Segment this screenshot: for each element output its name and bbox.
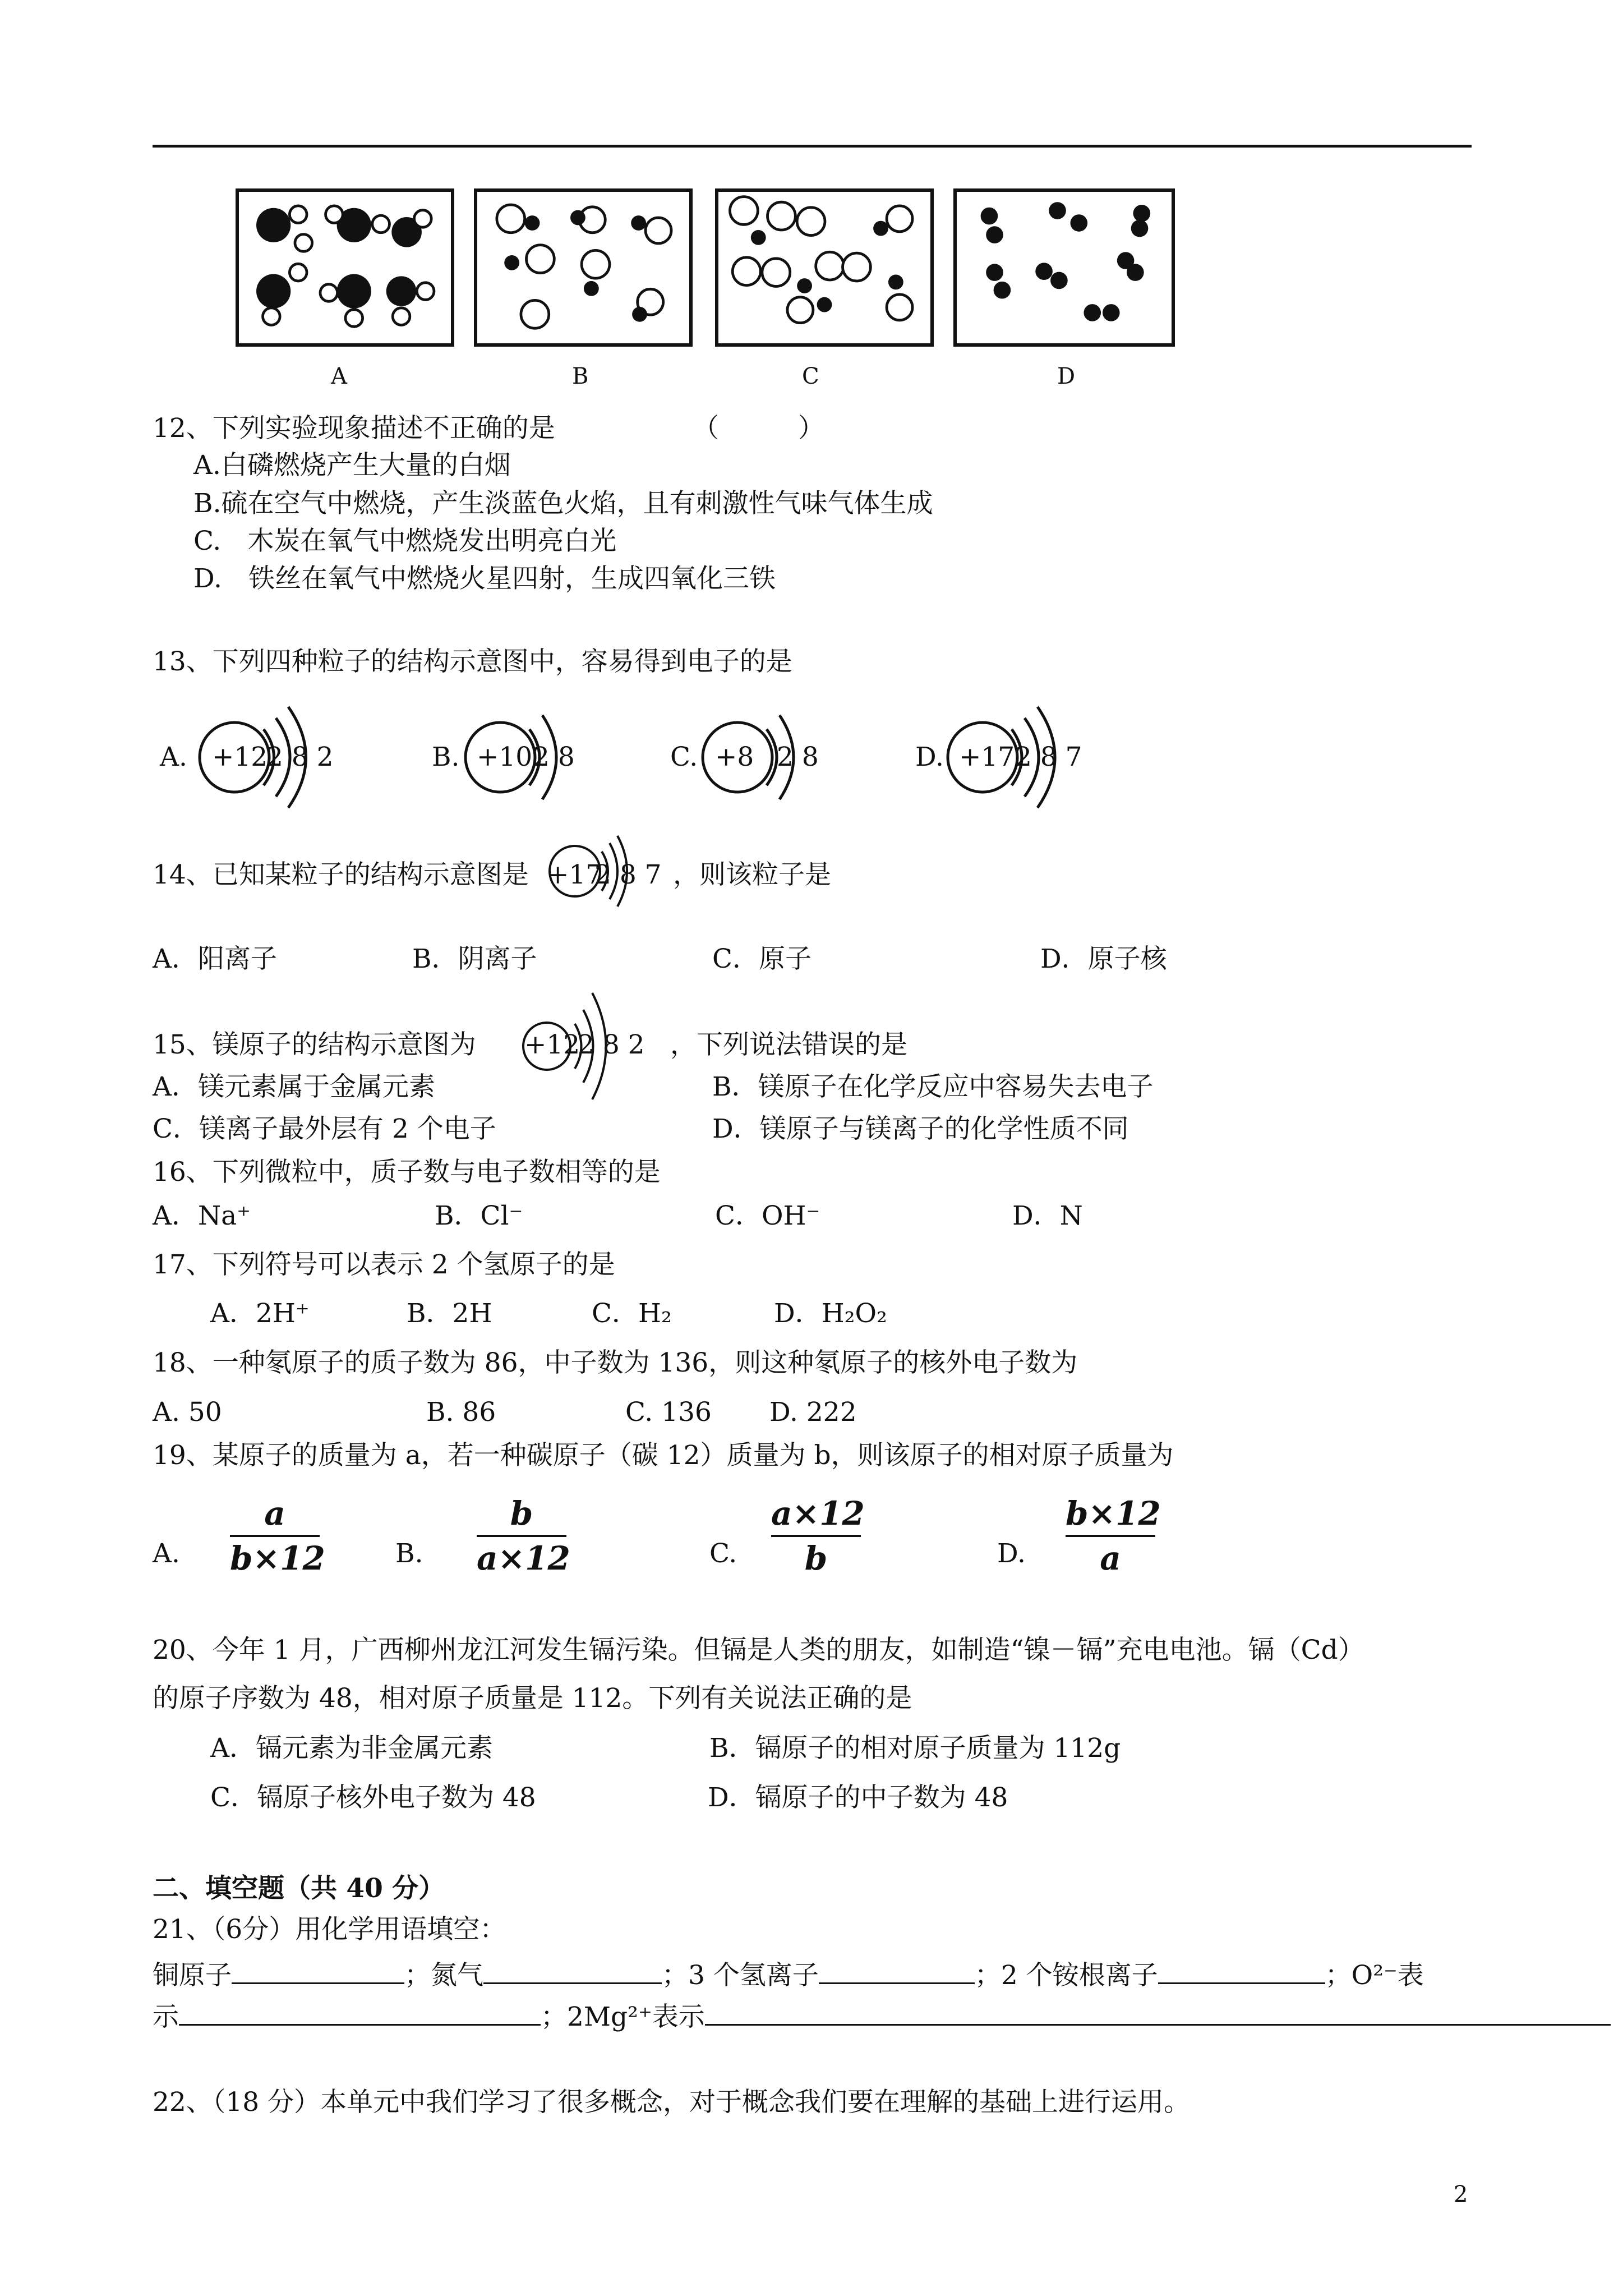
q12-option-c: C. 木炭在氧气中燃烧发出明亮白光 (193, 526, 617, 556)
q21-label-meaning: 示 (153, 2001, 179, 2032)
blank-nitrogen[interactable] (483, 1957, 662, 1984)
q13-a-electrons: 2 8 2 (266, 742, 334, 772)
q15-stem-after: ，下列说法错误的是 (670, 1029, 907, 1060)
molecule-box-b (474, 188, 693, 347)
header-rule (153, 145, 1472, 148)
q16-option-d: D．N (1012, 1200, 1083, 1231)
q15-option-b: B．镁原子在化学反应中容易失去电子 (712, 1071, 1154, 1102)
q21-label-mg-ions: ；2Mg²⁺表示 (541, 2001, 705, 2032)
q14-stem: 14、已知某粒子的结构示意图是 (153, 859, 529, 890)
q20-option-b: B．镉原子的相对原子质量为 112g (709, 1733, 1121, 1764)
q19-option-c-letter: C. (709, 1538, 737, 1569)
q18-option-b: B. 86 (426, 1397, 496, 1428)
q15-option-a: A．镁元素属于金属元素 (153, 1071, 435, 1102)
q21-label-hydrogen-ions: ；3 个氢离子 (662, 1960, 819, 1991)
q13-c-nucleus: +8 (715, 742, 754, 772)
section-heading: 二、填空题（共 40 分） (153, 1873, 445, 1904)
q21-label-copper-atom: 铜原子 (153, 1960, 232, 1991)
q14-option-a: A．阳离子 (153, 944, 277, 974)
q19-d-denominator: a (1100, 1539, 1121, 1577)
q17-option-b: B．2H (407, 1298, 492, 1329)
q19-fraction-d (1066, 1492, 1161, 1580)
q21-line-2 (153, 1998, 1611, 2034)
q19-b-denominator: a×12 (477, 1539, 570, 1577)
q19-option-a-letter: A. (153, 1538, 180, 1569)
q13-option-b-letter: B. (432, 742, 460, 772)
page-number: 2 (1454, 2182, 1468, 2207)
q13-stem: 13、下列四种粒子的结构示意图中，容易得到电子的是 (153, 646, 792, 677)
q12-option-a: A.白磷燃烧产生大量的白烟 (193, 450, 511, 481)
q22-stem: 22、（18 分）本单元中我们学习了很多概念，对于概念我们要在理解的基础上进行运用。 (153, 2087, 1191, 2118)
q13-c-electrons: 2 8 (777, 742, 819, 772)
q12-stem: 12、下列实验现象描述不正确的是 (153, 413, 555, 444)
q15-option-d: D．镁原子与镁离子的化学性质不同 (712, 1114, 1129, 1144)
q15-nucleus: +12 (524, 1029, 580, 1060)
q20-option-a: A．镉元素为非金属元素 (210, 1733, 493, 1764)
q17-option-c: C．H₂ (592, 1298, 672, 1329)
q16-option-c: C．OH⁻ (715, 1200, 820, 1231)
q18-stem: 18、一种氡原子的质子数为 86，中子数为 136，则这种氡原子的核外电子数为 (153, 1347, 1078, 1378)
q21-line-1 (153, 1957, 1424, 1993)
blank-o2-minus-meaning[interactable] (179, 1998, 541, 2026)
q13-option-a-letter: A. (160, 742, 187, 772)
figure-label-b: B (572, 364, 589, 389)
q16-option-b: B．Cl⁻ (435, 1200, 523, 1231)
q19-option-b-letter: B. (395, 1538, 423, 1569)
molecule-box-c (715, 188, 934, 347)
blank-copper-atom[interactable] (232, 1957, 404, 1984)
q21-label-ammonium-ions: ；2 个铵根离子 (974, 1960, 1158, 1991)
q19-stem: 19、某原子的质量为 a，若一种碳原子（碳 12）质量为 b，则该原子的相对原子质量为 (153, 1440, 1174, 1471)
q12-paren: （ ） (693, 413, 824, 444)
q14-option-c: C．原子 (712, 944, 811, 974)
q17-option-a: A．2H⁺ (210, 1298, 310, 1329)
q15-electrons: 2 8 2 (578, 1029, 645, 1060)
figure-label-a: A (331, 364, 347, 389)
q21-stem: 21、（6分）用化学用语填空： (153, 1914, 506, 1945)
q16-option-a: A．Na⁺ (153, 1200, 251, 1231)
q17-stem: 17、下列符号可以表示 2 个氢原子的是 (153, 1249, 615, 1280)
q18-option-a: A. 50 (153, 1397, 222, 1428)
q13-d-nucleus: +17 (959, 742, 1015, 772)
q20-line-2: 的原子序数为 48，相对原子质量是 112。下列有关说法正确的是 (153, 1683, 912, 1714)
blank-hydrogen-ions[interactable] (819, 1957, 975, 1984)
q13-b-nucleus: +10 (477, 742, 533, 772)
q19-fraction-a (230, 1492, 325, 1580)
q19-c-numerator: a×12 (771, 1494, 865, 1533)
q19-option-d-letter: D. (997, 1538, 1026, 1569)
q19-a-denominator: b×12 (230, 1539, 325, 1577)
q19-d-numerator: b×12 (1066, 1494, 1161, 1533)
q13-d-electrons: 2 8 7 (1015, 742, 1082, 772)
q19-a-numerator: a (264, 1494, 285, 1533)
q14-electrons: 2 8 7 (594, 859, 662, 890)
figure-label-d: D (1057, 364, 1076, 389)
q21-label-o2-minus: ；O²⁻表 (1325, 1960, 1424, 1991)
q18-option-d: D. 222 (769, 1397, 857, 1428)
q13-b-electrons: 2 8 (533, 742, 575, 772)
q13-option-c-letter: C. (670, 742, 698, 772)
q15-stem: 15、镁原子的结构示意图为 (153, 1029, 476, 1060)
q14-option-b: B．阴离子 (412, 944, 537, 974)
q20-line-1: 20、今年 1 月，广西柳州龙江河发生镉污染。但镉是人类的朋友，如制造“镍－镉”充电电池。镉（Cd） (153, 1635, 1364, 1665)
molecule-box-d (953, 188, 1175, 347)
q18-option-c: C. 136 (625, 1397, 712, 1428)
blank-mg-ions-meaning[interactable] (705, 1998, 1611, 2026)
molecule-box-a (236, 188, 454, 347)
q20-option-c: C．镉原子核外电子数为 48 (210, 1782, 536, 1813)
q12-option-b: B.硫在空气中燃烧，产生淡蓝色火焰，且有刺激性气味气体生成 (193, 488, 933, 519)
blank-ammonium-ions[interactable] (1158, 1957, 1325, 1984)
q16-stem: 16、下列微粒中，质子数与电子数相等的是 (153, 1157, 661, 1188)
q13-a-nucleus: +12 (212, 742, 268, 772)
q14-option-d: D．原子核 (1040, 944, 1167, 974)
q19-fraction-b (477, 1492, 570, 1580)
q15-option-c: C．镁离子最外层有 2 个电子 (153, 1114, 496, 1144)
q19-c-denominator: b (804, 1539, 828, 1577)
q13-option-d-letter: D. (915, 742, 944, 772)
q14-nucleus: +17 (547, 859, 603, 890)
q20-option-d: D．镉原子的中子数为 48 (708, 1782, 1008, 1813)
q19-fraction-c (771, 1492, 865, 1580)
q19-b-numerator: b (510, 1494, 533, 1533)
q14-stem-after: ，则该粒子是 (673, 859, 831, 890)
q17-option-d: D．H₂O₂ (774, 1298, 887, 1329)
q21-label-nitrogen: ；氮气 (404, 1960, 483, 1991)
figure-label-c: C (802, 364, 819, 389)
q12-option-d: D. 铁丝在氧气中燃烧火星四射，生成四氧化三铁 (193, 563, 776, 594)
